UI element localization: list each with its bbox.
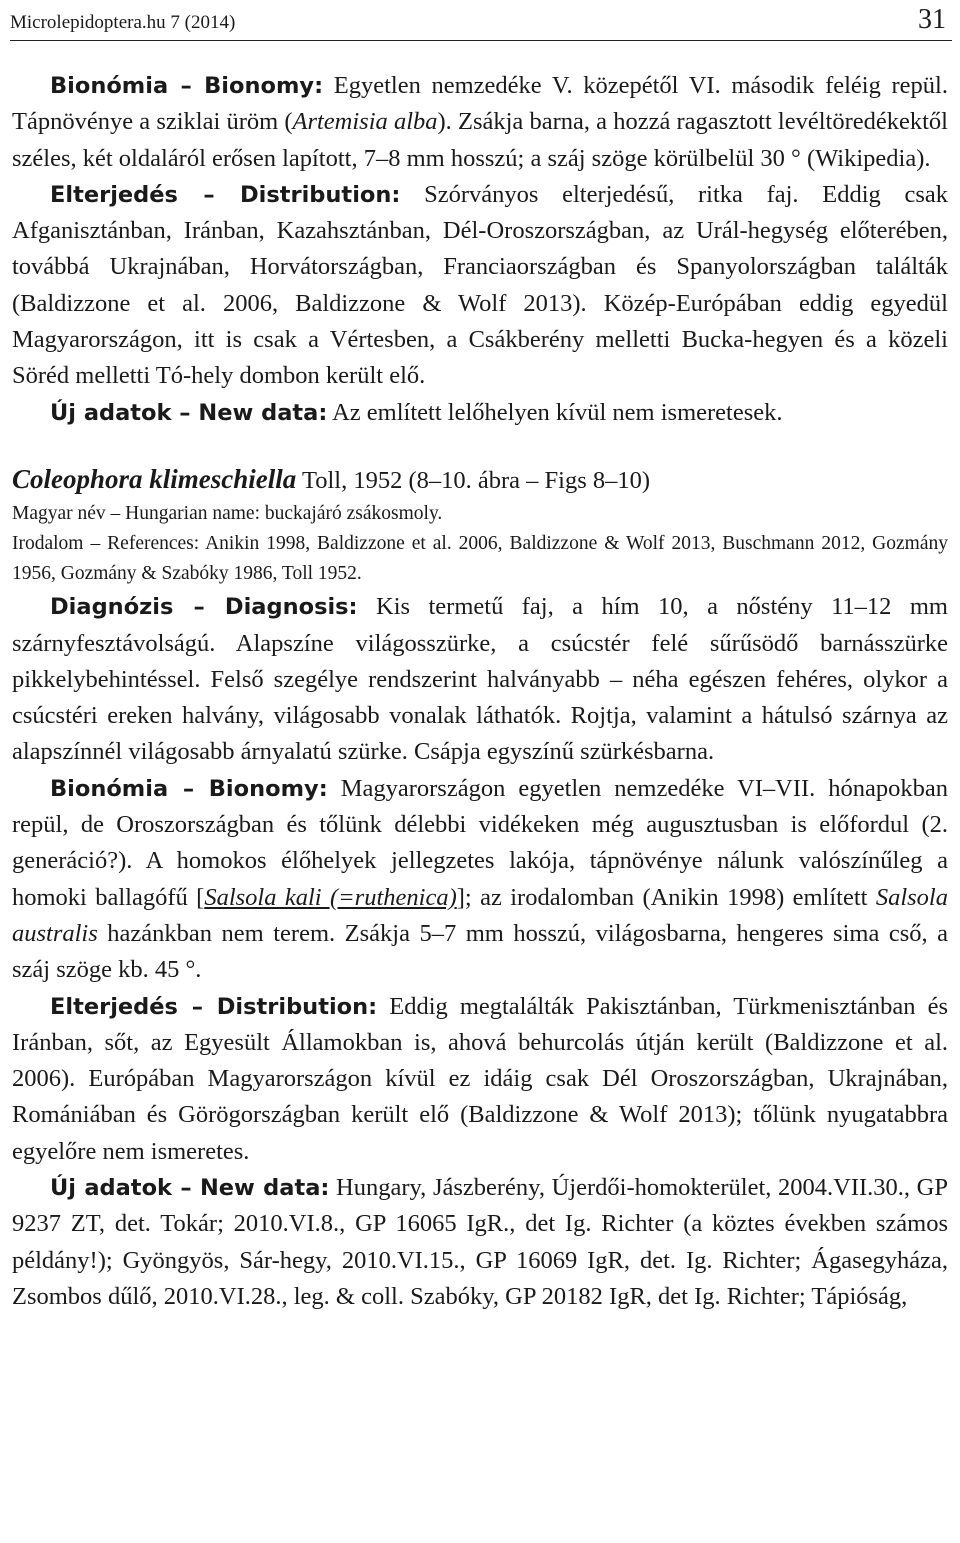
journal-citation: Microlepidoptera.hu 7 (2014) (10, 12, 236, 33)
paragraph-text: Magyarországon egyetlen nemzedéke VI–VII. hónapokban repül, de Oroszországban és tőlünk délebbi vidékeken még augusztusban is előfordul (2. generáció?). A homokos élőhelyek jellegzetes lakója, tápnövénye nálunk valószínűleg a homoki ballagófű [ (12, 774, 948, 911)
section-label: Diagnózis – Diagnosis: (50, 594, 358, 621)
paragraph-text: hazánkban nem terem. Zsákja 5–7 mm hosszú, világosbarna, hengeres sima cső, a száj szöge kb. 45 °. (12, 919, 948, 984)
paragraph-text: Szórványos elterjedésű, ritka faj. Eddig csak Afganisztánban, Iránban, Kazahsztánban, Dél-Oroszországban, az Urál-hegység előterében, továbbá Ukrajnában, Horvátországban, Franciaországban és Spanyolországban találták (Baldizzone et al. 2006, Baldizzone & Wolf 2013). Közép-Európában eddig egyedül Magyarországon, itt is csak a Vértesben, a Csákberény melletti Bucka-hegyen és a közeli Söréd melletti Tó-hely dombon került elő. (12, 180, 948, 390)
diagnosis-paragraph (12, 589, 948, 770)
paragraph-text: Egyetlen nemzedéke V. közepétől VI. második feléig repül. Tápnövénye a sziklai üröm ( (12, 72, 948, 136)
references: Irodalom – References: Anikin 1998, Baldizzone et al. 2006, Baldizzone & Wolf 2013, Buschmann 2012, Gozmány 1956, Gozmány & Szabóky 1986, Toll 1952. (12, 533, 948, 585)
species-heading (12, 461, 948, 499)
section-label: Bionómia – Bionomy: (50, 73, 324, 99)
bionomy-paragraph (12, 771, 948, 989)
new-data-paragraph (12, 1170, 948, 1315)
paragraph-text: Az említett lelőhelyen kívül nem ismeretesek. (327, 398, 783, 426)
species-meta (12, 499, 948, 589)
plant-name: Artemisia alba (292, 108, 438, 136)
section-label: Bionómia – Bionomy: (50, 775, 328, 802)
section-label: Elterjedés – Distribution: (50, 993, 378, 1020)
paragraph-text: Eddig megtalálták Pakisztánban, Türkmenisztánban és Iránban, sőt, az Egyesült Államokban is, ahová behurcolás útján került (Baldizzone et al. 2006). Európában Magyarországon kívül ez idáig csak Dél Oroszországban, Ukrajnában, Romániában és Görögországban került elő (Baldizzone & Wolf 2013); tőlünk nyugatabbra egyelőre nem ismeretes. (12, 992, 948, 1165)
article-body (12, 68, 948, 1315)
paragraph-text: Hungary, Jászberény, Újerdői-homokterület, 2004.VII.30., GP 9237 ZT, det. Tokár; 2010.VI.8., GP 16065 IgR., det Ig. Richter (a köztes években számos példány!); Gyöngyös, Sár-hegy, 2010.VI.15., GP 16069 IgR, det. Ig. Richter; Ágasegyháza, Zsombos dűlő, 2010.VI.28., leg. & coll. Szabóky, GP 20182 IgR, det Ig. Richter; Tápióság, (12, 1174, 948, 1310)
distribution-paragraph (12, 177, 948, 395)
section-label: Új adatok – New data: (50, 1175, 330, 1202)
new-data-paragraph (12, 395, 948, 431)
section-label: Új adatok – New data: (50, 399, 328, 426)
running-header (10, 4, 952, 41)
page-number: 31 (918, 4, 946, 35)
plant-name: Salsola kali (=ruthenica) (204, 883, 457, 911)
species-name: Coleophora klimeschiella (12, 463, 297, 494)
species-author: Toll, 1952 (8–10. ábra – Figs 8–10) (296, 466, 651, 494)
paragraph-text: ]; az irodalomban (Anikin 1998) említett (456, 883, 876, 911)
paragraph-text: Kis termetű faj, a hím 10, a nőstény 11–12 mm szárnyfesztávolságú. Alapszíne világosszürke, a csúcstér felé sűrűsödő barnásszürke pikkelybehintéssel. Felső szegélye rendszerint halványabb – néha egészen fehéres, olykor a csúcstéri ereken halvány, világosabb vonalak láthatók. Rojtja, valamint a hátulsó szárnya az alapszínnél világosabb árnyalatú szürke. Csápja egyszínű szürkésbarna. (12, 593, 948, 766)
hungarian-name: Magyar név – Hungarian name: buckajáró zsákosmoly. (12, 503, 443, 525)
section-spacer (12, 431, 948, 461)
plant-name: Salsola australis (12, 883, 948, 947)
distribution-paragraph (12, 989, 948, 1170)
bionomy-paragraph (12, 68, 948, 177)
paragraph-text: ). Zsákja barna, a hozzá ragasztott levéltöredékektől széles, két oldaláról erősen lapított, 7–8 mm hosszú; a száj szöge körülbelül 30 ° (Wikipedia). (12, 108, 948, 172)
section-label: Elterjedés – Distribution: (50, 181, 401, 208)
